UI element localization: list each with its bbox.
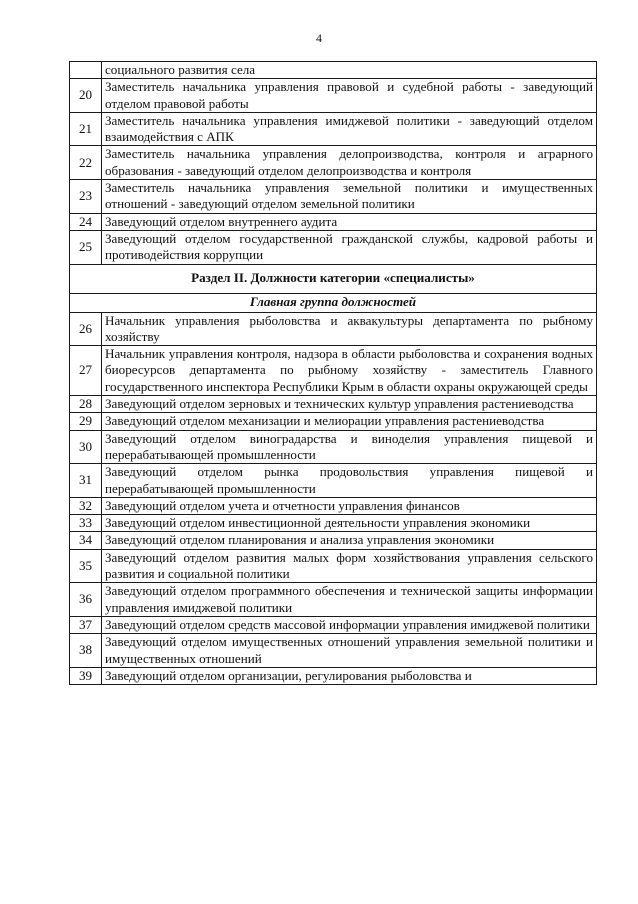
table-row <box>70 583 597 617</box>
table-row <box>70 497 597 514</box>
row-number: 26 <box>70 312 102 346</box>
position-title: Начальник управления рыболовства и аквакультуры департамента по рыбному хозяйству <box>102 312 597 346</box>
table-row <box>70 62 597 79</box>
row-number: 21 <box>70 112 102 146</box>
row-number: 30 <box>70 430 102 464</box>
position-title: Заведующий отделом механизации и мелиорации управления растениеводства <box>102 413 597 430</box>
table-row <box>70 616 597 633</box>
row-number: 25 <box>70 230 102 264</box>
table-row <box>70 346 597 396</box>
table-row <box>70 180 597 214</box>
table-row <box>70 515 597 532</box>
row-number: 35 <box>70 549 102 583</box>
table-row <box>70 213 597 230</box>
position-title: Заведующий отделом государственной гражданской службы, кадровой работы и противодействия коррупции <box>102 230 597 264</box>
positions-table <box>69 61 597 685</box>
position-title: Начальник управления контроля, надзора в области рыболовства и сохранения водных биоресурсов департамента по рыбному хозяйству - заместитель Главного государственного инспектора Республики Крым в области охраны окружающей среды <box>102 346 597 396</box>
row-number: 27 <box>70 346 102 396</box>
position-title: Заведующий отделом инвестиционной деятельности управления экономики <box>102 515 597 532</box>
page-number: 4 <box>316 31 322 45</box>
section-row <box>70 264 597 293</box>
section-title: Раздел II. Должности категории «специалисты» <box>70 264 597 293</box>
position-title: Заведующий отделом планирования и анализа управления экономики <box>102 532 597 549</box>
table-row <box>70 312 597 346</box>
table-row <box>70 230 597 264</box>
row-number: 23 <box>70 180 102 214</box>
position-title: Заместитель начальника управления делопроизводства, контроля и аграрного образования - заведующий отделом делопроизводства и контроля <box>102 146 597 180</box>
group-title: Главная группа должностей <box>70 293 597 312</box>
row-number: 37 <box>70 616 102 633</box>
row-number: 33 <box>70 515 102 532</box>
table-row <box>70 396 597 413</box>
position-title: Заведующий отделом учета и отчетности управления финансов <box>102 497 597 514</box>
row-number: 32 <box>70 497 102 514</box>
position-title: социального развития села <box>102 62 597 79</box>
table-row <box>70 112 597 146</box>
position-title: Заместитель начальника управления правовой и судебной работы - заведующий отделом правовой работы <box>102 79 597 113</box>
table-row <box>70 549 597 583</box>
table-row <box>70 634 597 668</box>
row-number: 31 <box>70 464 102 498</box>
table-row <box>70 146 597 180</box>
table-row <box>70 430 597 464</box>
row-number: 34 <box>70 532 102 549</box>
row-number <box>70 62 102 79</box>
section-header-block <box>70 264 597 312</box>
table-row <box>70 79 597 113</box>
position-title: Заместитель начальника управления земельной политики и имущественных отношений - заведующий отделом земельной политики <box>102 180 597 214</box>
row-number: 38 <box>70 634 102 668</box>
positions-table-top <box>70 62 597 265</box>
row-number: 28 <box>70 396 102 413</box>
position-title: Заведующий отделом виноградарства и виноделия управления пищевой и перерабатывающей промышленности <box>102 430 597 464</box>
table-row <box>70 413 597 430</box>
row-number: 36 <box>70 583 102 617</box>
table-row <box>70 532 597 549</box>
row-number: 24 <box>70 213 102 230</box>
row-number: 39 <box>70 667 102 684</box>
table-row <box>70 667 597 684</box>
position-title: Заведующий отделом программного обеспечения и технической защиты информации управления имиджевой политики <box>102 583 597 617</box>
position-title: Заведующий отделом рынка продовольствия управления пищевой и перерабатывающей промышленности <box>102 464 597 498</box>
position-title: Заведующий отделом внутреннего аудита <box>102 213 597 230</box>
position-title: Заведующий отделом имущественных отношений управления земельной политики и имущественных отношений <box>102 634 597 668</box>
group-row <box>70 293 597 312</box>
row-number: 22 <box>70 146 102 180</box>
row-number: 20 <box>70 79 102 113</box>
table-row <box>70 464 597 498</box>
position-title: Заведующий отделом средств массовой информации управления имиджевой политики <box>102 616 597 633</box>
positions-table-bottom <box>70 312 597 685</box>
position-title: Заведующий отделом развития малых форм хозяйствования управления сельского развития и социальной политики <box>102 549 597 583</box>
row-number: 29 <box>70 413 102 430</box>
position-title: Заведующий отделом организации, регулирования рыболовства и <box>102 667 597 684</box>
position-title: Заместитель начальника управления имиджевой политики - заведующий отделом взаимодействия с АПК <box>102 112 597 146</box>
position-title: Заведующий отделом зерновых и технических культур управления растениеводства <box>102 396 597 413</box>
